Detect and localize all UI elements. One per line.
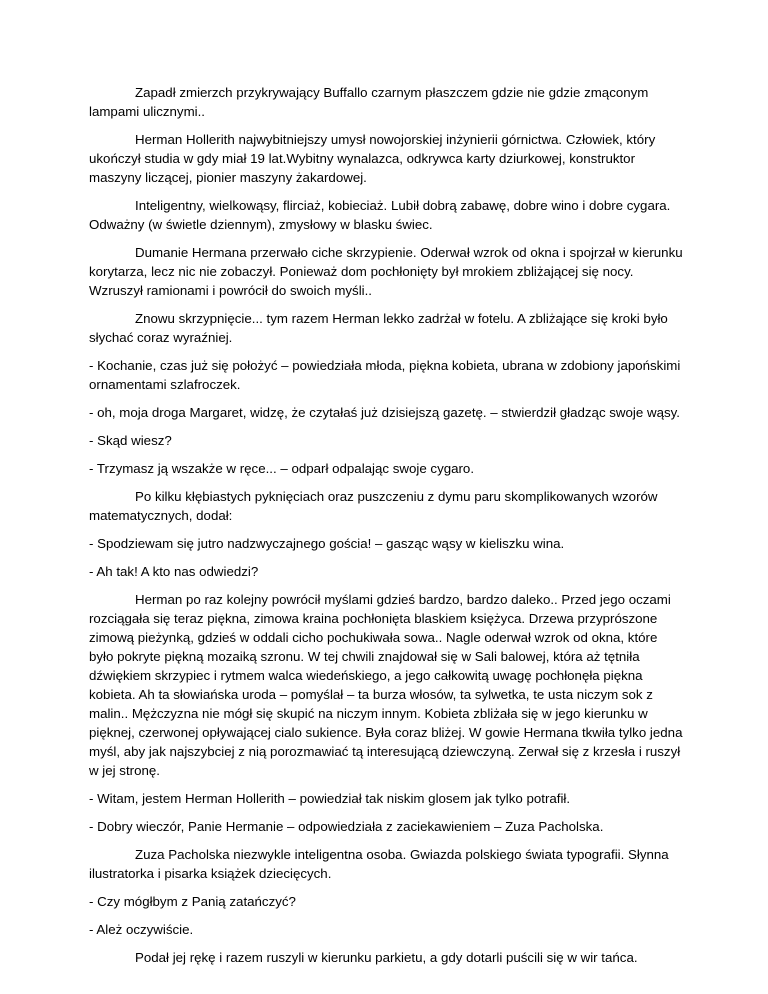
- paragraph-hollerith-intro: Herman Hollerith najwybitniejszy umysł nowojorskiej inżynierii górnictwa. Człowiek, który ukończył studia w gdy miał 19 lat.Wybitny wynalazca, odkrywca karty dziurkowej, konstruktor maszyny liczącej, pionier maszyny żakardowej.: [89, 132, 656, 185]
- dialogue-line: - Witam, jestem Herman Hollerith – powiedział tak niskim glosem jak tylko potrafił.: [89, 791, 571, 806]
- dialogue-line: - Ah tak! A kto nas odwiedzi?: [89, 564, 259, 579]
- paragraph-zuza-intro: Zuza Pacholska niezwykle inteligentna osoba. Gwiazda polskiego świata typografii. Słynna ilustratorka i pisarka książek dziecięcych.: [89, 847, 669, 881]
- dialogue-line: - Czy mógłbym z Panią zatańczyć?: [89, 894, 296, 909]
- paragraph-winter-ball: Herman po raz kolejny powrócił myślami gdzieś bardzo, bardzo daleko.. Przed jego oczami rozciągała się teraz piękna, zimowa kraina pochłonięta blaskiem księżyca. Drzewa przyprószone zimową pieżynką, gdzieś w oddali cicho pochukiwała sowa.. Nagle oderwał wzrok od okna, które było pokryte piękną mozaiką szronu. W tej chwili znajdował się w Sali balowej, która aż tętniła dźwiękiem skrzypiec i rytmem walca wiedeńskiego, a jego całkowitą uwagę pochłonęła piękna kobieta. Ah ta słowiańska uroda – pomyślał – ta burza włosów, ta sylwetka, te usta niczym sok z malin.. Mężczyzna nie mógł się skupić na niczym innym. Kobieta zbliżała się w jego kierunku w pięknej, czerwonej opływającej cialo sukience. Była coraz bliżej. W gowie Hermana tkwiła tylko jedna myśl, aby jak najszybciej z nią porozmawiać tą interesującą dziewczyną. Zerwał się z krzesła i ruszył w jej stronę.: [89, 592, 683, 778]
- paragraph-dusk: Zapadł zmierzch przykrywający Buffallo czarnym płaszczem gdzie nie gdzie zmąconym lampami ulicznymi..: [89, 85, 649, 119]
- paragraph-creaking: Dumanie Hermana przerwało ciche skrzypienie. Oderwał wzrok od okna i spojrzał w kierunku korytarza, lecz nic nie zobaczył. Ponieważ dom pochłonięty był mrokiem zbliżającej się nocy. Wzruszył ramionami i powrócił do swoich myśli..: [89, 245, 683, 298]
- paragraph-footsteps: Znowu skrzypnięcie... tym razem Herman lekko zadrżał w fotelu. A zbliżające się kroki było słychać coraz wyraźniej.: [89, 311, 668, 345]
- paragraph-smoke: Po kilku kłębiastych pyknięciach oraz puszczeniu z dymu paru skomplikowanych wzorów matematycznych, dodał:: [89, 489, 658, 523]
- dialogue-line: - Skąd wiesz?: [89, 433, 172, 448]
- dialogue-line: - Kochanie, czas już się położyć – powiedziała młoda, piękna kobieta, ubrana w zdobiony japońskimi ornamentami szlafroczek.: [89, 358, 681, 392]
- dialogue-line: - Spodziewam się jutro nadzwyczajnego gościa! – gasząc wąsy w kieliszku wina.: [89, 536, 565, 551]
- dialogue-line: - Trzymasz ją wszakże w ręce... – odparł odpalając swoje cygaro.: [89, 461, 475, 476]
- document-page: [89, 83, 683, 976]
- dialogue-line: - oh, moja droga Margaret, widzę, że czytałaś już dzisiejszą gazetę. – stwierdził gładząc swoje wąsy.: [89, 405, 680, 420]
- dialogue-line: - Ależ oczywiście.: [89, 922, 194, 937]
- paragraph-dance: Podał jej rękę i razem ruszyli w kierunku parkietu, a gdy dotarli puścili się w wir tańca.: [135, 950, 638, 965]
- dialogue-line: - Dobry wieczór, Panie Hermanie – odpowiedziała z zaciekawieniem – Zuza Pacholska.: [89, 819, 604, 834]
- paragraph-character: Inteligentny, wielkowąsy, flirciaż, kobieciaż. Lubił dobrą zabawę, dobre wino i dobre cygara. Odważny (w świetle dziennym), zmysłowy w blasku świec.: [89, 198, 671, 232]
